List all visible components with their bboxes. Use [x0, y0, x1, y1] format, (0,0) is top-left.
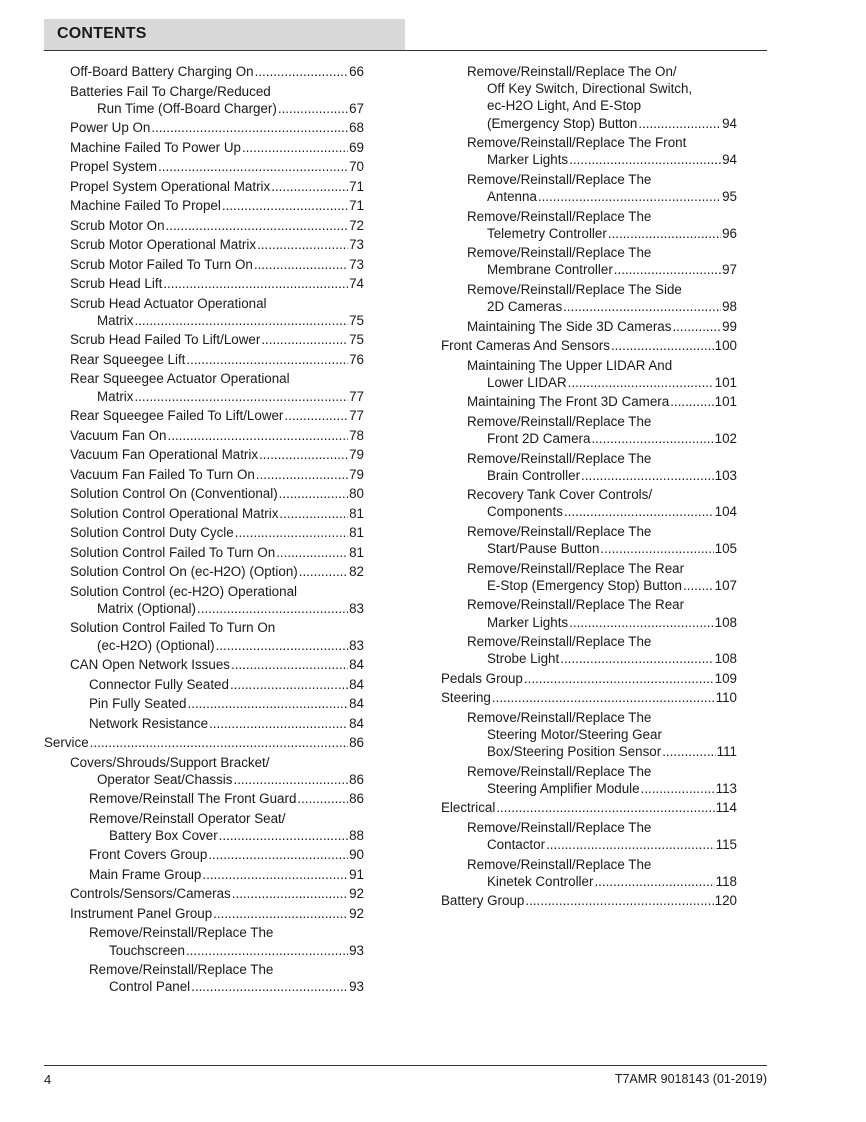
toc-entry-page: 94 [722, 152, 737, 168]
toc-entry-title: Remove/Reinstall/Replace The [467, 634, 652, 650]
toc-entry-title: Touchscreen [109, 942, 185, 958]
toc-entry[interactable] [441, 596, 737, 630]
toc-entry-page: 113 [715, 780, 737, 796]
toc-entry-page: 86 [349, 735, 364, 751]
toc-entry[interactable] [44, 466, 364, 483]
toc-entry[interactable] [44, 236, 364, 253]
toc-entry-title: Scrub Motor Operational Matrix [70, 237, 257, 253]
dot-leader [134, 388, 348, 405]
toc-entry-title: Steering Motor/Steering Gear [487, 726, 662, 742]
toc-entry[interactable] [44, 695, 364, 712]
dot-leader [568, 374, 714, 391]
toc-entry-page: 96 [722, 225, 737, 241]
toc-entry[interactable] [44, 885, 364, 902]
toc-entry-title: Rear Squeegee Lift [70, 351, 186, 367]
toc-right-column [441, 63, 737, 912]
toc-entry-page: 83 [349, 600, 364, 616]
toc-entry-title: Control Panel [109, 979, 191, 995]
dot-leader [219, 827, 348, 844]
dot-leader [641, 780, 715, 797]
dot-leader [166, 217, 349, 234]
toc-entry-title: Solution Control Failed To Turn On [70, 620, 276, 636]
dot-leader [662, 743, 715, 760]
toc-entry[interactable] [44, 256, 364, 273]
toc-entry-title: (Emergency Stop) Button [487, 115, 638, 131]
dot-leader [163, 275, 348, 292]
dot-leader [611, 337, 714, 354]
toc-entry-page: 105 [714, 541, 737, 557]
dot-leader [242, 139, 348, 156]
toc-entry-page: 108 [714, 651, 737, 667]
toc-entry-title: Propel System [70, 159, 158, 175]
toc-entry-title: Recovery Tank Cover Controls/ [467, 487, 653, 503]
toc-entry-title: Steering Amplifier Module [487, 780, 640, 796]
toc-entry-title: Strobe Light [487, 651, 560, 667]
toc-entry-title: Vacuum Fan Failed To Turn On [70, 466, 255, 482]
toc-entry-title: Operator Seat/Chassis [97, 771, 233, 787]
toc-entry-title: Scrub Motor On [70, 217, 165, 233]
dot-leader [271, 178, 348, 195]
dot-leader [235, 524, 348, 541]
dot-leader [496, 799, 714, 816]
dot-leader [261, 331, 348, 348]
dot-leader [186, 351, 348, 368]
toc-entry-title: Scrub Head Failed To Lift/Lower [70, 332, 261, 348]
toc-entry-page: 114 [715, 800, 737, 816]
toc-entry[interactable] [44, 619, 364, 653]
toc-entry[interactable] [44, 275, 364, 292]
toc-entry[interactable] [44, 656, 364, 673]
footer-document-id: T7AMR 9018143 (01-2019) [614, 1072, 767, 1086]
toc-entry-title: Contactor [487, 837, 546, 853]
toc-entry[interactable] [441, 486, 737, 520]
dot-leader [197, 600, 348, 617]
dot-leader [158, 158, 348, 175]
dot-leader [254, 256, 348, 273]
dot-leader [638, 115, 721, 132]
toc-entry[interactable] [441, 393, 737, 410]
toc-entry[interactable] [44, 83, 364, 117]
toc-entry[interactable] [441, 318, 737, 335]
toc-entry[interactable] [44, 197, 364, 214]
toc-entry-title: Main Frame Group [89, 866, 202, 882]
toc-entry-page: 80 [349, 486, 364, 502]
toc-entry-page: 110 [715, 690, 737, 706]
toc-entry[interactable] [44, 544, 364, 561]
toc-entry-title: Antenna [487, 189, 537, 205]
toc-entry-title: Remove/Reinstall/Replace The Front [467, 135, 687, 151]
toc-entry-page: 86 [349, 791, 364, 807]
dot-leader [297, 790, 348, 807]
toc-entry[interactable] [441, 523, 737, 557]
toc-entry-title: Remove/Reinstall/Replace The Side [467, 281, 682, 297]
toc-entry-title: Off Key Switch, Directional Switch, [487, 81, 693, 97]
toc-entry-page: 90 [349, 847, 364, 863]
toc-entry-title: Telemetry Controller [487, 225, 607, 241]
toc-entry-title: Connector Fully Seated [89, 676, 229, 692]
toc-entry-title: Covers/Shrouds/Support Bracket/ [70, 754, 270, 770]
toc-entry-title: Brain Controller [487, 467, 581, 483]
toc-entry-page: 81 [349, 505, 364, 521]
toc-entry-title: Battery Group [441, 893, 525, 909]
toc-entry-title: Start/Pause Button [487, 541, 600, 557]
toc-left-column [44, 63, 364, 998]
dot-leader [231, 656, 348, 673]
toc-entry-page: 108 [714, 614, 737, 630]
toc-entry-title: Maintaining The Side 3D Cameras [467, 318, 672, 334]
toc-entry-page: 98 [722, 299, 737, 315]
dot-leader [591, 430, 713, 447]
toc-entry-title: Components [487, 504, 563, 520]
toc-entry[interactable] [44, 158, 364, 175]
toc-entry-page: 93 [349, 979, 364, 995]
dot-leader [255, 63, 349, 80]
toc-entry-title: Box/Steering Position Sensor [487, 744, 662, 760]
dot-leader [151, 119, 348, 136]
toc-entry-title: ec-H2O Light, And E-Stop [487, 98, 642, 114]
toc-entry-page: 79 [349, 447, 364, 463]
toc-entry[interactable] [441, 709, 737, 761]
toc-entry-page: 81 [349, 525, 364, 541]
dot-leader [233, 771, 348, 788]
toc-entry-title: Front Covers Group [89, 847, 208, 863]
toc-entry[interactable] [441, 357, 737, 391]
toc-entry-page: 92 [349, 886, 364, 902]
toc-entry-page: 100 [714, 338, 737, 354]
toc-entry-page: 73 [349, 237, 364, 253]
toc-entry[interactable] [44, 485, 364, 502]
dot-leader [538, 188, 721, 205]
toc-entry[interactable] [441, 244, 737, 278]
toc-entry-title: Pin Fully Seated [89, 696, 187, 712]
toc-entry[interactable] [44, 961, 364, 995]
toc-entry[interactable] [44, 524, 364, 541]
toc-entry[interactable] [441, 560, 737, 594]
toc-entry-page: 67 [349, 100, 364, 116]
dot-leader [256, 466, 348, 483]
dot-leader [546, 836, 715, 853]
toc-entry-page: 77 [349, 408, 364, 424]
toc-entry[interactable] [44, 139, 364, 156]
dot-leader [600, 540, 713, 557]
toc-entry-title: Solution Control Failed To Turn On [70, 544, 276, 560]
toc-entry-title: Lower LIDAR [487, 374, 567, 390]
toc-entry-title: (ec-H2O) (Optional) [97, 637, 215, 653]
toc-entry[interactable] [441, 63, 737, 132]
toc-entry[interactable] [44, 563, 364, 580]
footer-page-number: 4 [44, 1072, 52, 1087]
footer-divider [44, 1065, 767, 1066]
toc-entry-title: Solution Control Operational Matrix [70, 505, 279, 521]
toc-entry-title: Kinetek Controller [487, 873, 594, 889]
toc-entry-title: Remove/Reinstall The Front Guard [89, 791, 297, 807]
toc-entry-title: Steering [441, 690, 491, 706]
toc-entry[interactable] [44, 295, 364, 329]
dot-leader [564, 503, 714, 520]
dot-leader [683, 577, 714, 594]
toc-entry-page: 78 [349, 427, 364, 443]
toc-entry-page: 82 [349, 564, 364, 580]
toc-entry[interactable] [441, 670, 737, 687]
toc-entry[interactable] [44, 846, 364, 863]
toc-entry[interactable] [44, 217, 364, 234]
toc-entry[interactable] [44, 715, 364, 732]
toc-entry-title: Membrane Controller [487, 262, 613, 278]
toc-entry-page: 111 [716, 744, 737, 760]
toc-entry-page: 104 [714, 504, 737, 520]
toc-entry[interactable] [441, 633, 737, 667]
toc-entry-title: Remove/Reinstall/Replace The [467, 856, 652, 872]
toc-entry-page: 70 [349, 159, 364, 175]
toc-entry[interactable] [44, 676, 364, 693]
dot-leader [134, 312, 348, 329]
dot-leader [670, 393, 713, 410]
toc-entry-page: 102 [714, 431, 737, 447]
toc-entry-title: Remove/Reinstall/Replace The [89, 962, 274, 978]
toc-entry[interactable] [44, 370, 364, 404]
toc-entry[interactable] [441, 134, 737, 168]
toc-entry[interactable] [441, 171, 737, 205]
toc-entry-title: Battery Box Cover [109, 827, 218, 843]
toc-entry-page: 75 [349, 312, 364, 328]
toc-entry-page: 118 [715, 873, 737, 889]
toc-entry[interactable] [44, 583, 364, 617]
dot-leader [279, 505, 348, 522]
toc-entry[interactable] [44, 446, 364, 463]
dot-leader [213, 905, 348, 922]
dot-leader [230, 676, 348, 693]
dot-leader [257, 236, 348, 253]
toc-entry-title: Vacuum Fan On [70, 427, 167, 443]
dot-leader [208, 846, 348, 863]
page-title: CONTENTS [57, 25, 147, 42]
dot-leader [276, 544, 348, 561]
toc-entry[interactable] [44, 178, 364, 195]
toc-entry-title: Rear Squeegee Failed To Lift/Lower [70, 408, 284, 424]
toc-entry-page: 92 [349, 905, 364, 921]
toc-entry-page: 73 [349, 256, 364, 272]
toc-entry[interactable] [44, 427, 364, 444]
toc-entry-page: 83 [349, 637, 364, 653]
toc-entry-title: 2D Cameras [487, 299, 563, 315]
dot-leader [524, 670, 714, 687]
toc-entry-title: Propel System Operational Matrix [70, 178, 271, 194]
toc-entry[interactable] [441, 799, 737, 816]
header-divider [44, 50, 767, 51]
toc-entry-title: Machine Failed To Power Up [70, 139, 241, 155]
toc-entry-page: 84 [349, 696, 364, 712]
dot-leader [232, 885, 348, 902]
toc-entry[interactable] [44, 63, 364, 80]
toc-entry[interactable] [44, 790, 364, 807]
dot-leader [202, 866, 348, 883]
dot-leader [299, 563, 348, 580]
toc-entry-title: Marker Lights [487, 614, 569, 630]
dot-leader [279, 485, 348, 502]
toc-entry[interactable] [44, 866, 364, 883]
toc-entry-title: Service [44, 735, 89, 751]
toc-entry-title: Controls/Sensors/Cameras [70, 886, 231, 902]
toc-entry-title: Remove/Reinstall/Replace The Rear [467, 597, 685, 613]
dot-leader [581, 467, 714, 484]
toc-entry-title: Machine Failed To Propel [70, 198, 221, 214]
dot-leader [216, 637, 349, 654]
toc-entry-title: Solution Control Duty Cycle [70, 525, 234, 541]
dot-leader [569, 151, 721, 168]
toc-entry-title: Remove/Reinstall/Replace The [467, 763, 652, 779]
toc-entry[interactable] [441, 281, 737, 315]
toc-entry-page: 93 [349, 942, 364, 958]
dot-leader [90, 734, 348, 751]
toc-entry-title: Rear Squeegee Actuator Operational [70, 371, 290, 387]
dot-leader [278, 100, 348, 117]
toc-entry-title: Remove/Reinstall/Replace The [467, 709, 652, 725]
dot-leader [563, 298, 721, 315]
toc-entry-title: Network Resistance [89, 715, 209, 731]
toc-entry-title: Remove/Reinstall Operator Seat/ [89, 810, 286, 826]
toc-entry-page: 84 [349, 676, 364, 692]
toc-entry-title: Pedals Group [441, 670, 523, 686]
toc-entry-page: 88 [349, 827, 364, 843]
toc-entry-title: Vacuum Fan Operational Matrix [70, 447, 259, 463]
toc-entry-title: Matrix [97, 388, 134, 404]
dot-leader [191, 978, 348, 995]
toc-entry-title: Solution Control (ec-H2O) Operational [70, 583, 298, 599]
toc-entry-page: 66 [349, 64, 364, 79]
toc-entry-title: Matrix (Optional) [97, 600, 196, 616]
toc-entry-page: 107 [714, 577, 737, 593]
toc-entry-title: Remove/Reinstall/Replace The [467, 819, 652, 835]
toc-entry[interactable] [44, 810, 364, 844]
toc-entry-title: Electrical [441, 800, 496, 816]
toc-entry-page: 71 [349, 178, 364, 194]
toc-entry-page: 91 [349, 866, 364, 882]
toc-entry-title: Scrub Motor Failed To Turn On [70, 256, 253, 272]
toc-entry[interactable] [441, 819, 737, 853]
toc-entry-page: 120 [714, 893, 737, 909]
toc-entry-title: Remove/Reinstall/Replace The [467, 413, 652, 429]
dot-leader [614, 261, 721, 278]
toc-entry[interactable] [44, 351, 364, 368]
dot-leader [608, 225, 721, 242]
dot-leader [525, 892, 713, 909]
dot-leader [560, 650, 713, 667]
toc-entry-page: 77 [349, 388, 364, 404]
toc-entry[interactable] [441, 689, 737, 706]
toc-entry-title: Remove/Reinstall/Replace The [89, 925, 274, 941]
toc-entry-page: 109 [714, 670, 737, 686]
toc-entry-title: Remove/Reinstall/Replace The Rear [467, 560, 685, 576]
toc-entry-page: 101 [714, 374, 737, 390]
toc-entry-title: Instrument Panel Group [70, 905, 213, 921]
toc-entry[interactable] [441, 413, 737, 447]
toc-entry-title: Matrix [97, 312, 134, 328]
toc-entry-page: 69 [349, 139, 364, 155]
toc-entry-title: Scrub Head Lift [70, 276, 163, 292]
toc-entry-title: Solution Control On (ec-H2O) (Option) [70, 564, 298, 580]
toc-entry[interactable] [44, 505, 364, 522]
toc-entry-title: Maintaining The Upper LIDAR And [467, 357, 673, 373]
toc-entry-page: 74 [349, 276, 364, 292]
toc-entry-page: 99 [722, 318, 737, 334]
toc-entry-title: Remove/Reinstall/Replace The On/ [467, 64, 677, 79]
toc-entry[interactable] [44, 119, 364, 136]
dot-leader [284, 407, 348, 424]
toc-entry-page: 81 [349, 544, 364, 560]
toc-entry-page: 71 [349, 198, 364, 214]
toc-entry[interactable] [441, 892, 737, 909]
toc-entry-title: E-Stop (Emergency Stop) Button [487, 577, 683, 593]
toc-entry-title: Batteries Fail To Charge/Reduced [70, 83, 271, 99]
toc-entry[interactable] [441, 450, 737, 484]
toc-entry-page: 68 [349, 120, 364, 136]
dot-leader [259, 446, 348, 463]
dot-leader [594, 873, 714, 890]
dot-leader [672, 318, 721, 335]
toc-entry-page: 101 [714, 394, 737, 410]
toc-entry-page: 94 [722, 115, 737, 131]
toc-entry-title: Power Up On [70, 120, 151, 136]
toc-entry[interactable] [44, 734, 364, 751]
toc-entry-page: 76 [349, 351, 364, 367]
dot-leader [492, 689, 715, 706]
dot-leader [168, 427, 349, 444]
toc-entry-page: 86 [349, 771, 364, 787]
toc-entry[interactable] [441, 856, 737, 890]
toc-entry-page: 75 [349, 332, 364, 348]
toc-entry-title: Remove/Reinstall/Replace The [467, 450, 652, 466]
toc-entry-title: Front 2D Camera [487, 431, 591, 447]
toc-entry[interactable] [441, 208, 737, 242]
dot-leader [188, 695, 349, 712]
toc-entry-page: 115 [715, 837, 737, 853]
toc-entry[interactable] [441, 337, 737, 354]
toc-entry-page: 97 [722, 262, 737, 278]
toc-entry-title: Remove/Reinstall/Replace The [467, 171, 652, 187]
toc-entry-title: Remove/Reinstall/Replace The [467, 245, 652, 261]
toc-entry-title: Run Time (Off-Board Charger) [97, 100, 277, 116]
toc-entry-page: 84 [349, 657, 364, 673]
toc-entry-page: 95 [722, 189, 737, 205]
toc-entry[interactable] [44, 905, 364, 922]
toc-entry[interactable] [44, 407, 364, 424]
toc-entry-title: Marker Lights [487, 152, 569, 168]
toc-entry-title: Scrub Head Actuator Operational [70, 295, 267, 311]
dot-leader [569, 614, 714, 631]
toc-entry-title: Maintaining The Front 3D Camera [467, 394, 670, 410]
toc-entry-title: Front Cameras And Sensors [441, 338, 610, 354]
toc-entry[interactable] [441, 763, 737, 797]
toc-entry-page: 103 [714, 467, 737, 483]
toc-entry-title: Remove/Reinstall/Replace The [467, 208, 652, 224]
dot-leader [209, 715, 348, 732]
toc-entry[interactable] [44, 754, 364, 788]
toc-entry-title: CAN Open Network Issues [70, 657, 231, 673]
toc-entry-page: 79 [349, 466, 364, 482]
toc-entry-page: 72 [349, 217, 364, 233]
toc-entry-page: 84 [349, 715, 364, 731]
dot-leader [222, 197, 348, 214]
dot-leader [186, 942, 348, 959]
toc-entry[interactable] [44, 331, 364, 348]
toc-entry[interactable] [44, 924, 364, 958]
toc-entry-title: Solution Control On (Conventional) [70, 486, 278, 502]
toc-entry-title: Off-Board Battery Charging On [70, 64, 254, 79]
toc-entry-title: Remove/Reinstall/Replace The [467, 523, 652, 539]
